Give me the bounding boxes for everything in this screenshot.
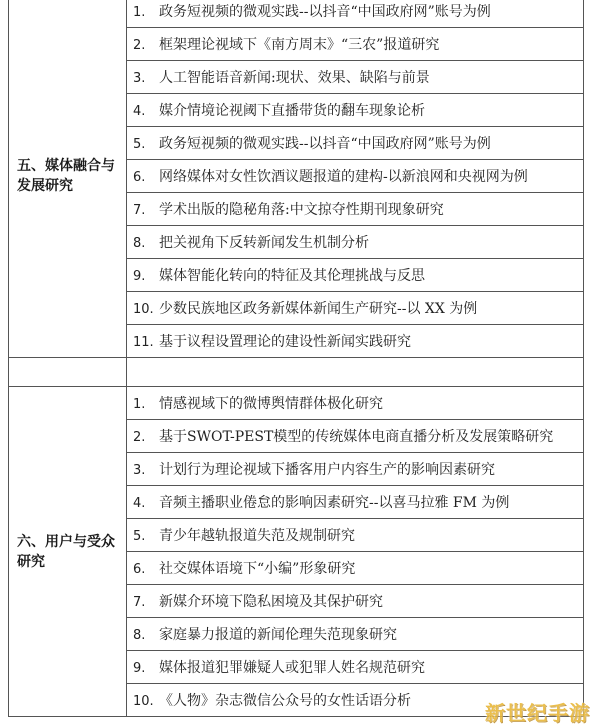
topic-number: 9. bbox=[133, 269, 146, 284]
watermark-logo: 新世纪手游 bbox=[485, 701, 590, 725]
topic-item bbox=[127, 259, 584, 292]
topic-number: 4. bbox=[133, 104, 146, 119]
topic-item bbox=[127, 420, 584, 453]
topic-title: 情感视域下的微博舆情群体极化研究 bbox=[159, 396, 383, 412]
topic-number: 1. bbox=[133, 397, 146, 412]
topic-title: 家庭暴力报道的新闻伦理失范现象研究 bbox=[159, 627, 397, 643]
topic-item bbox=[127, 292, 584, 325]
topic-title: 媒体智能化转向的特征及其伦理挑战与反思 bbox=[159, 268, 425, 284]
topic-number: 4. bbox=[133, 496, 146, 511]
topic-item bbox=[127, 127, 584, 160]
topic-number: 6. bbox=[133, 170, 146, 185]
table-row bbox=[9, 0, 584, 28]
topic-item bbox=[127, 325, 584, 358]
topic-number: 1. bbox=[133, 5, 146, 20]
topic-title: 把关视角下反转新闻发生机制分析 bbox=[159, 235, 369, 251]
topic-item bbox=[127, 226, 584, 259]
topic-item bbox=[127, 453, 584, 486]
topics-table-body bbox=[9, 0, 584, 717]
spacer-row bbox=[9, 358, 584, 387]
topic-title: 媒介情境论视阈下直播带货的翻车现象论析 bbox=[159, 103, 425, 119]
topic-number: 6. bbox=[133, 562, 146, 577]
topic-title: 学术出版的隐秘角落:中文掠夺性期刊现象研究 bbox=[159, 202, 444, 218]
topic-item bbox=[127, 0, 584, 28]
spacer-cell bbox=[9, 358, 127, 387]
topic-item bbox=[127, 519, 584, 552]
section-title: 六、用户与受众研究 bbox=[9, 387, 127, 717]
topic-item bbox=[127, 160, 584, 193]
topic-title: 新媒介环境下隐私困境及其保护研究 bbox=[159, 594, 383, 610]
topic-title: 青少年越轨报道失范及规制研究 bbox=[159, 528, 355, 544]
topic-item bbox=[127, 28, 584, 61]
topic-title: 政务短视频的微观实践--以抖音“中国政府网”账号为例 bbox=[159, 4, 491, 20]
topic-number: 11. bbox=[133, 335, 154, 350]
topic-number: 5. bbox=[133, 137, 146, 152]
table-row bbox=[9, 387, 584, 420]
topic-title: 计划行为理论视域下播客用户内容生产的影响因素研究 bbox=[159, 462, 495, 478]
section-title: 五、媒体融合与发展研究 bbox=[9, 0, 127, 358]
topic-number: 2. bbox=[133, 38, 146, 53]
topic-number: 3. bbox=[133, 463, 146, 478]
topic-number: 8. bbox=[133, 236, 146, 251]
topic-number: 7. bbox=[133, 203, 146, 218]
topic-number: 10. bbox=[133, 694, 154, 709]
topic-title: 基于议程设置理论的建设性新闻实践研究 bbox=[159, 334, 411, 350]
topic-item bbox=[127, 387, 584, 420]
topic-number: 8. bbox=[133, 628, 146, 643]
topic-item bbox=[127, 618, 584, 651]
topic-item bbox=[127, 94, 584, 127]
topic-number: 3. bbox=[133, 71, 146, 86]
topic-title: 框架理论视域下《南方周末》“三农”报道研究 bbox=[159, 37, 440, 53]
topic-number: 5. bbox=[133, 529, 146, 544]
topic-number: 7. bbox=[133, 595, 146, 610]
topic-item bbox=[127, 552, 584, 585]
topics-table bbox=[8, 0, 584, 717]
topic-title: 基于SWOT-PEST模型的传统媒体电商直播分析及发展策略研究 bbox=[159, 429, 554, 445]
topic-item bbox=[127, 486, 584, 519]
topic-number: 2. bbox=[133, 430, 146, 445]
topic-title: 网络媒体对女性饮酒议题报道的建构-以新浪网和央视网为例 bbox=[159, 169, 528, 185]
topic-item bbox=[127, 193, 584, 226]
topic-item bbox=[127, 651, 584, 684]
topic-title: 音频主播职业倦怠的影响因素研究--以喜马拉雅 FM 为例 bbox=[159, 495, 510, 511]
topic-title: 少数民族地区政务新媒体新闻生产研究--以 XX 为例 bbox=[159, 301, 478, 317]
topic-title: 人工智能语音新闻:现状、效果、缺陷与前景 bbox=[159, 70, 430, 86]
topic-title: 《人物》杂志微信公众号的女性话语分析 bbox=[159, 693, 411, 709]
topic-number: 9. bbox=[133, 661, 146, 676]
topic-item bbox=[127, 585, 584, 618]
topic-title: 社交媒体语境下“小编”形象研究 bbox=[159, 561, 356, 577]
topic-title: 政务短视频的微观实践--以抖音“中国政府网”账号为例 bbox=[159, 136, 491, 152]
topic-number: 10. bbox=[133, 302, 154, 317]
topic-title: 媒体报道犯罪嫌疑人或犯罪人姓名规范研究 bbox=[159, 660, 425, 676]
topic-item bbox=[127, 61, 584, 94]
spacer-cell bbox=[127, 358, 584, 387]
